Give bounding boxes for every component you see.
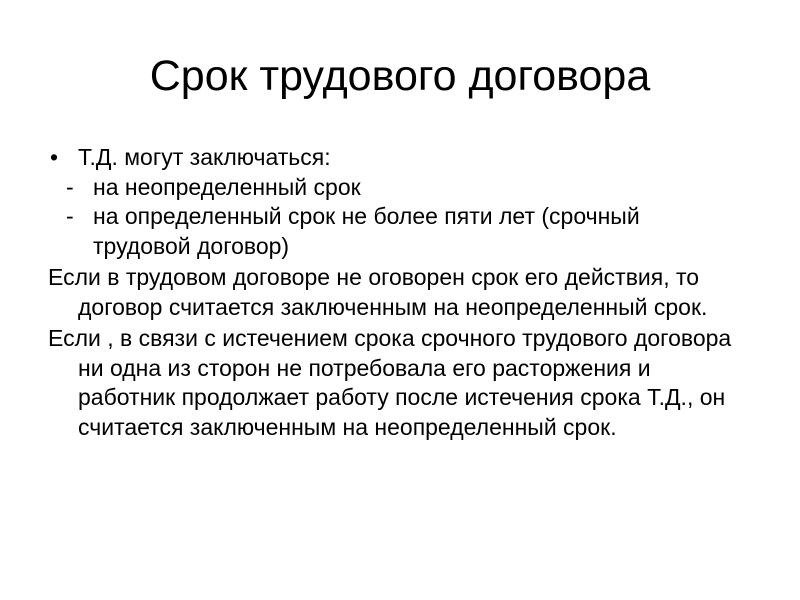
dash-text: на определенный срок не более пяти лет (срочный (93, 203, 640, 229)
paragraph: Если , в связи с истечением срока срочного трудового договора ни одна из сторон не потребовала его расторжения и работник продолжает работу после истечения срока Т.Д., он считается заключенным на неопределенный срок. (48, 325, 732, 440)
dash-item (48, 173, 738, 203)
bullet-marker: • (50, 144, 59, 170)
dash-marker: - (66, 173, 74, 200)
slide-body (48, 143, 738, 442)
dash-text-continuation: трудовой договор) (93, 232, 290, 259)
dash-text: на неопределенный срок (93, 173, 361, 200)
bullet-item (48, 143, 738, 173)
dash-marker: - (66, 203, 74, 229)
slide-title: Срок трудового договора (149, 52, 651, 100)
dash-item (48, 202, 738, 261)
paragraph: Если в трудовом договоре не оговорен срок его действия, то договор считается заключенным на неопределенный срок. (48, 264, 708, 320)
bullet-text: Т.Д. могут заключаться: (78, 144, 331, 170)
